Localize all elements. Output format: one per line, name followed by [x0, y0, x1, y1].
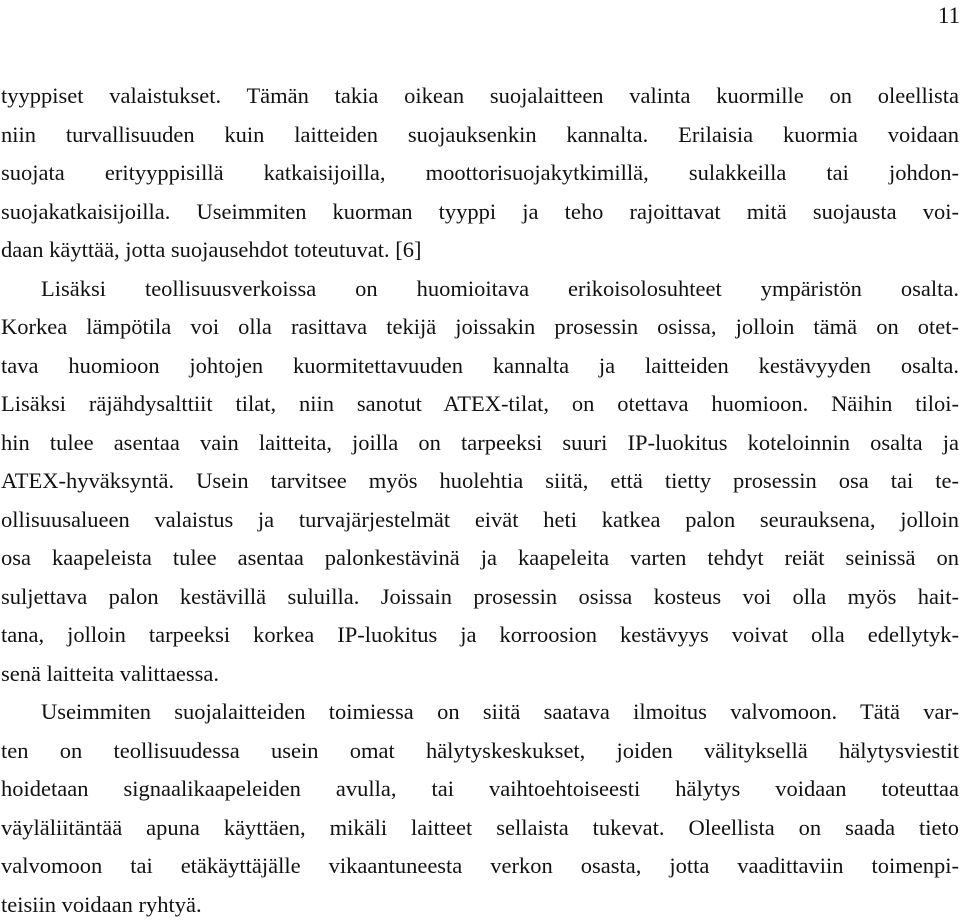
text-line: Lisäksi räjähdysalttiit tilat, niin sanotut ATEX-tilat, on otettava huomioon. Näihin tiloi-	[1, 385, 959, 424]
text-line: suojata erityyppisillä katkaisijoilla, moottorisuojakytkimillä, sulakkeilla tai johdon-	[1, 154, 959, 193]
text-line: senä laitteita valittaessa.	[1, 655, 959, 694]
text-line: suljettava palon kestävillä suluilla. Joissain prosessin osissa kosteus voi olla myös hait-	[1, 578, 959, 617]
text-line: tava huomioon johtojen kuormitettavuuden kannalta ja laitteiden kestävyyden osalta.	[1, 347, 959, 386]
text-line: daan käyttää, jotta suojausehdot toteutuvat. [6]	[1, 231, 959, 270]
text-line: hin tulee asentaa vain laitteita, joilla on tarpeeksi suuri IP-luokitus koteloinnin osalta ja	[1, 424, 959, 463]
body-text	[1, 77, 959, 924]
text-line: suojakatkaisijoilla. Useimmiten kuorman tyyppi ja teho rajoittavat mitä suojausta voi-	[1, 193, 959, 232]
text-line: niin turvallisuuden kuin laitteiden suojauksenkin kannalta. Erilaisia kuormia voidaan	[1, 116, 959, 155]
text-line: väyläliitäntää apuna käyttäen, mikäli laitteet sellaista tukevat. Oleellista on saada tieto	[1, 809, 959, 848]
text-line: Korkea lämpötila voi olla rasittava tekijä joissakin prosessin osissa, jolloin tämä on otet-	[1, 308, 959, 347]
text-line: osa kaapeleista tulee asentaa palonkestävinä ja kaapeleita varten tehdyt reiät seinissä on	[1, 539, 959, 578]
text-line: tana, jolloin tarpeeksi korkea IP-luokitus ja korroosion kestävyys voivat olla edellytyk-	[1, 616, 959, 655]
text-line: Lisäksi teollisuusverkoissa on huomioitava erikoisolosuhteet ympäristön osalta.	[1, 270, 959, 309]
text-line: ATEX-hyväksyntä. Usein tarvitsee myös huolehtia siitä, että tietty prosessin osa tai te-	[1, 462, 959, 501]
text-line: ollisuusalueen valaistus ja turvajärjestelmät eivät heti katkea palon seurauksena, jolloin	[1, 501, 959, 540]
text-line: tyyppiset valaistukset. Tämän takia oikean suojalaitteen valinta kuormille on oleellista	[1, 77, 959, 116]
text-line: ten on teollisuudessa usein omat hälytyskeskukset, joiden välityksellä hälytysviestit	[1, 732, 959, 771]
text-line: teisiin voidaan ryhtyä.	[1, 886, 959, 924]
text-line: valvomoon tai etäkäyttäjälle vikaantuneesta verkon osasta, jotta vaadittaviin toimenpi-	[1, 847, 959, 886]
text-line: Useimmiten suojalaitteiden toimiessa on siitä saatava ilmoitus valvomoon. Tätä var-	[1, 693, 959, 732]
page-number: 11	[900, 2, 960, 30]
text-line: hoidetaan signaalikaapeleiden avulla, tai vaihtoehtoiseesti hälytys voidaan toteuttaa	[1, 770, 959, 809]
